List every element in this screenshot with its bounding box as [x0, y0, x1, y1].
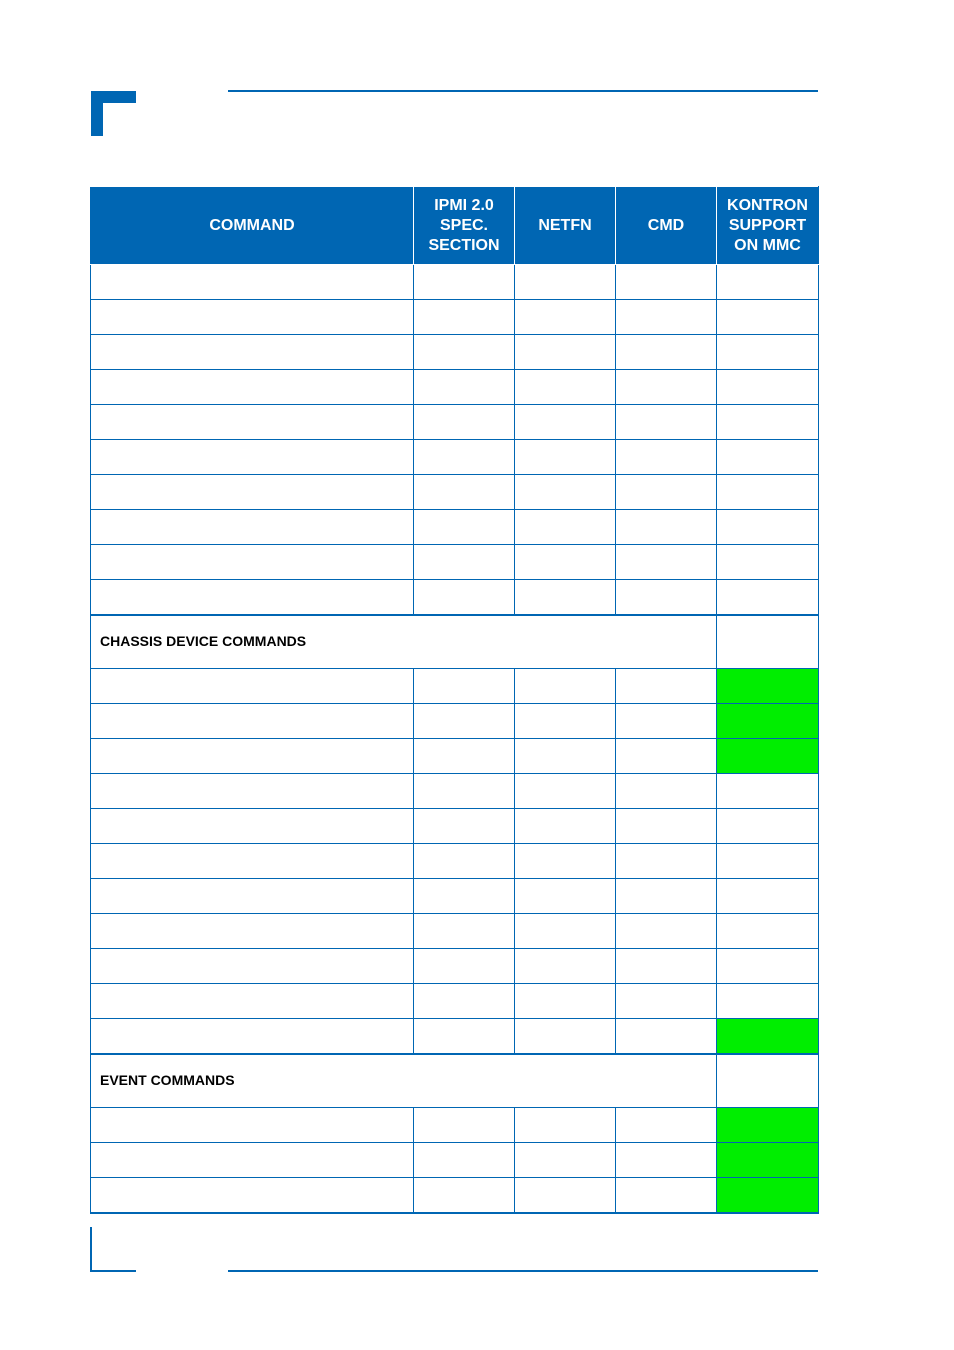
command-cell — [91, 1108, 414, 1143]
spec-section-cell — [414, 669, 515, 704]
corner-mark-bottom-vertical — [90, 1227, 92, 1272]
table-row — [91, 510, 819, 545]
table-row — [91, 265, 819, 300]
command-cell — [91, 739, 414, 774]
table-row — [91, 774, 819, 809]
cmd-cell — [616, 669, 717, 704]
netfn-cell — [515, 1108, 616, 1143]
spec-section-cell — [414, 335, 515, 370]
spec-section-cell — [414, 1178, 515, 1214]
section-label: EVENT COMMANDS — [91, 1054, 717, 1108]
table-row — [91, 335, 819, 370]
table-row — [91, 300, 819, 335]
cmd-cell — [616, 335, 717, 370]
table-row — [91, 1108, 819, 1143]
netfn-cell — [515, 949, 616, 984]
spec-section-cell — [414, 949, 515, 984]
table-row — [91, 914, 819, 949]
spec-section-cell — [414, 984, 515, 1019]
cmd-cell — [616, 1178, 717, 1214]
support-cell — [717, 475, 819, 510]
netfn-cell — [515, 1019, 616, 1055]
table-header-row — [91, 187, 819, 265]
cmd-cell — [616, 809, 717, 844]
spec-section-cell — [414, 405, 515, 440]
cmd-cell — [616, 739, 717, 774]
support-cell — [717, 510, 819, 545]
command-cell — [91, 669, 414, 704]
cmd-cell — [616, 440, 717, 475]
header-rule — [228, 90, 818, 92]
spec-section-cell — [414, 370, 515, 405]
support-cell — [717, 844, 819, 879]
netfn-cell — [515, 545, 616, 580]
table-row — [91, 475, 819, 510]
command-cell — [91, 335, 414, 370]
support-cell — [717, 300, 819, 335]
cmd-cell — [616, 914, 717, 949]
netfn-cell — [515, 914, 616, 949]
command-cell — [91, 580, 414, 616]
netfn-cell — [515, 335, 616, 370]
footer-rule — [228, 1270, 818, 1272]
cmd-cell — [616, 580, 717, 616]
support-cell — [717, 370, 819, 405]
support-cell — [717, 984, 819, 1019]
netfn-cell — [515, 984, 616, 1019]
table-row — [91, 580, 819, 616]
command-cell — [91, 809, 414, 844]
spec-section-cell — [414, 510, 515, 545]
cmd-cell — [616, 879, 717, 914]
netfn-cell — [515, 475, 616, 510]
command-cell — [91, 984, 414, 1019]
cmd-cell — [616, 545, 717, 580]
cmd-cell — [616, 475, 717, 510]
spec-section-cell — [414, 914, 515, 949]
command-cell — [91, 774, 414, 809]
cmd-cell — [616, 1019, 717, 1055]
support-cell — [717, 774, 819, 809]
netfn-cell — [515, 844, 616, 879]
support-cell — [717, 440, 819, 475]
ipmi-command-table — [90, 186, 819, 1214]
header-command: COMMAND — [91, 187, 414, 265]
command-cell — [91, 704, 414, 739]
cmd-cell — [616, 949, 717, 984]
section-label: CHASSIS DEVICE COMMANDS — [91, 615, 717, 669]
cmd-cell — [616, 510, 717, 545]
spec-section-cell — [414, 580, 515, 616]
support-cell — [717, 335, 819, 370]
spec-section-cell — [414, 440, 515, 475]
command-cell — [91, 1019, 414, 1055]
spec-section-cell — [414, 879, 515, 914]
table-row — [91, 545, 819, 580]
command-cell — [91, 440, 414, 475]
table-body — [91, 265, 819, 1214]
section-header-row — [91, 615, 819, 669]
netfn-cell — [515, 370, 616, 405]
table-row — [91, 879, 819, 914]
spec-section-cell — [414, 1019, 515, 1055]
command-cell — [91, 300, 414, 335]
support-cell — [717, 704, 819, 739]
cmd-cell — [616, 265, 717, 300]
netfn-cell — [515, 300, 616, 335]
netfn-cell — [515, 809, 616, 844]
cmd-cell — [616, 300, 717, 335]
header-cmd: CMD — [616, 187, 717, 265]
header-netfn: NETFN — [515, 187, 616, 265]
command-cell — [91, 475, 414, 510]
netfn-cell — [515, 580, 616, 616]
corner-mark-top-horizontal — [91, 91, 136, 103]
section-support-cell — [717, 1054, 819, 1108]
table-row — [91, 739, 819, 774]
netfn-cell — [515, 669, 616, 704]
netfn-cell — [515, 265, 616, 300]
spec-section-cell — [414, 265, 515, 300]
command-cell — [91, 510, 414, 545]
support-cell — [717, 1019, 819, 1055]
command-cell — [91, 370, 414, 405]
spec-section-cell — [414, 704, 515, 739]
netfn-cell — [515, 879, 616, 914]
netfn-cell — [515, 440, 616, 475]
spec-section-cell — [414, 739, 515, 774]
command-cell — [91, 844, 414, 879]
support-cell — [717, 879, 819, 914]
spec-section-cell — [414, 300, 515, 335]
table-row — [91, 405, 819, 440]
command-cell — [91, 914, 414, 949]
spec-section-cell — [414, 809, 515, 844]
netfn-cell — [515, 739, 616, 774]
command-cell — [91, 405, 414, 440]
support-cell — [717, 1108, 819, 1143]
support-cell — [717, 914, 819, 949]
support-cell — [717, 545, 819, 580]
spec-section-cell — [414, 774, 515, 809]
command-cell — [91, 1178, 414, 1214]
section-support-cell — [717, 615, 819, 669]
table-row — [91, 844, 819, 879]
cmd-cell — [616, 704, 717, 739]
netfn-cell — [515, 774, 616, 809]
spec-section-cell — [414, 844, 515, 879]
table-row — [91, 809, 819, 844]
corner-mark-bottom-horizontal — [90, 1270, 136, 1272]
table-row — [91, 984, 819, 1019]
cmd-cell — [616, 844, 717, 879]
support-cell — [717, 669, 819, 704]
support-cell — [717, 1143, 819, 1178]
spec-section-cell — [414, 1108, 515, 1143]
cmd-cell — [616, 774, 717, 809]
spec-section-cell — [414, 475, 515, 510]
support-cell — [717, 580, 819, 616]
spec-section-cell — [414, 545, 515, 580]
table-row — [91, 370, 819, 405]
command-cell — [91, 1143, 414, 1178]
table-row — [91, 704, 819, 739]
table-row — [91, 949, 819, 984]
netfn-cell — [515, 405, 616, 440]
table-row — [91, 1143, 819, 1178]
cmd-cell — [616, 984, 717, 1019]
netfn-cell — [515, 510, 616, 545]
section-header-row — [91, 1054, 819, 1108]
netfn-cell — [515, 704, 616, 739]
table-row — [91, 1019, 819, 1055]
command-cell — [91, 265, 414, 300]
cmd-cell — [616, 1108, 717, 1143]
netfn-cell — [515, 1143, 616, 1178]
cmd-cell — [616, 1143, 717, 1178]
table-row — [91, 669, 819, 704]
support-cell — [717, 405, 819, 440]
table-row — [91, 1178, 819, 1214]
cmd-cell — [616, 405, 717, 440]
spec-section-cell — [414, 1143, 515, 1178]
command-cell — [91, 879, 414, 914]
netfn-cell — [515, 1178, 616, 1214]
table-row — [91, 440, 819, 475]
cmd-cell — [616, 370, 717, 405]
support-cell — [717, 265, 819, 300]
support-cell — [717, 949, 819, 984]
header-ipmi-spec-section: IPMI 2.0 SPEC. SECTION — [414, 187, 515, 265]
support-cell — [717, 739, 819, 774]
support-cell — [717, 1178, 819, 1214]
header-kontron-support: KONTRON SUPPORT ON MMC — [717, 187, 819, 265]
command-cell — [91, 545, 414, 580]
support-cell — [717, 809, 819, 844]
command-cell — [91, 949, 414, 984]
